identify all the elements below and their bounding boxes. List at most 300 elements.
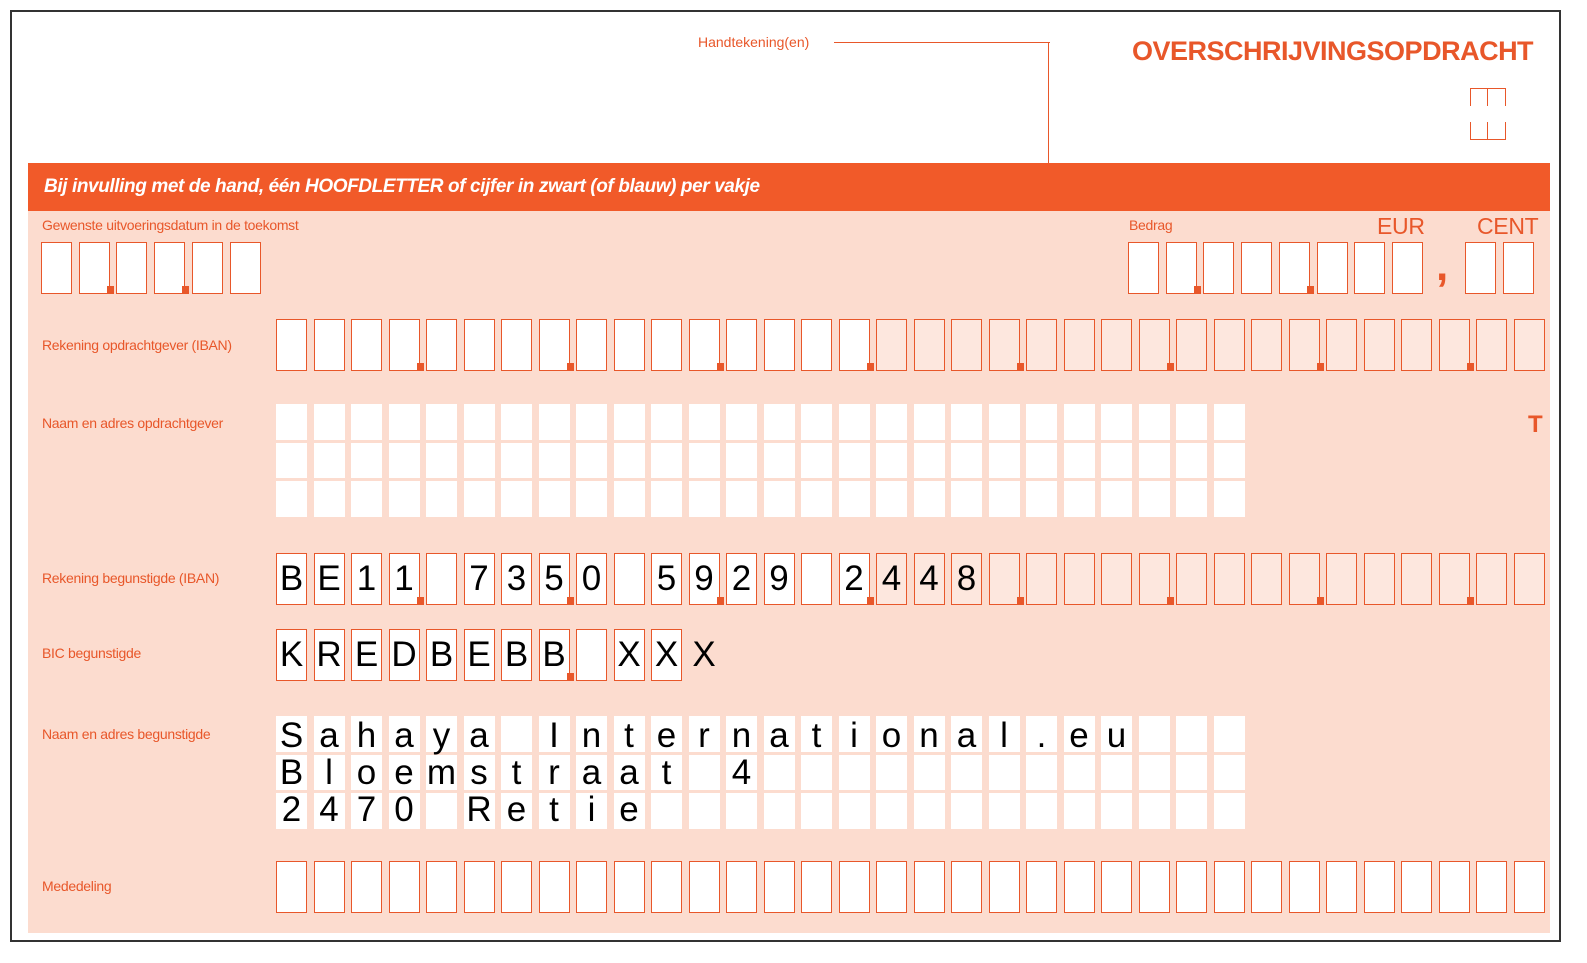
char-cell[interactable] [1176, 443, 1207, 479]
char-glyph: a [956, 716, 977, 755]
char-cell[interactable] [576, 443, 607, 479]
char-cell[interactable] [1176, 404, 1207, 440]
char-cell[interactable] [539, 481, 570, 517]
char-cell[interactable] [314, 481, 345, 517]
char-cell[interactable] [914, 755, 945, 791]
message-box[interactable] [689, 861, 720, 913]
iban-box[interactable] [1251, 319, 1282, 371]
char-cell[interactable] [1139, 755, 1170, 791]
char-glyph: 4 [319, 790, 339, 829]
iban-box[interactable] [1176, 319, 1207, 371]
char-cell[interactable] [1139, 481, 1170, 517]
char-glyph: r [548, 753, 560, 792]
iban-box[interactable] [314, 319, 345, 371]
group-tick [1467, 597, 1474, 605]
group-tick [1017, 597, 1024, 605]
payer-iban-label: Rekening opdrachtgever (IBAN) [42, 337, 232, 353]
iban-box[interactable] [1401, 319, 1432, 371]
char-glyph: 5 [656, 559, 677, 598]
char-cell[interactable] [651, 443, 682, 479]
iban-box[interactable] [914, 319, 945, 371]
iban-box[interactable] [1176, 553, 1207, 605]
char-cell[interactable] [764, 793, 795, 829]
amount-box[interactable] [1128, 242, 1159, 294]
group-tick [567, 673, 574, 681]
char-cell[interactable] [389, 481, 420, 517]
iban-box[interactable] [989, 319, 1020, 371]
instruction-banner [28, 163, 1550, 211]
group-tick [867, 363, 874, 371]
cent-box[interactable] [1465, 242, 1496, 294]
char-glyph: E [317, 559, 341, 598]
char-cell[interactable] [1139, 716, 1170, 752]
char-cell[interactable] [426, 481, 457, 517]
iban-box[interactable] [539, 319, 570, 371]
char-cell[interactable] [1101, 755, 1132, 791]
char-cell[interactable] [1176, 481, 1207, 517]
amount-box[interactable] [1392, 242, 1423, 294]
char-cell[interactable] [576, 481, 607, 517]
iban-box[interactable] [1439, 553, 1470, 605]
char-glyph: 4 [881, 559, 902, 598]
char-cell[interactable] [426, 443, 457, 479]
char-cell[interactable] [464, 443, 495, 479]
char-cell[interactable] [689, 793, 720, 829]
char-cell[interactable] [801, 793, 832, 829]
group-tick [867, 597, 874, 605]
char-cell[interactable] [1139, 793, 1170, 829]
char-cell[interactable] [951, 481, 982, 517]
char-cell[interactable] [351, 404, 382, 440]
iban-box[interactable] [764, 319, 795, 371]
char-glyph: B [542, 635, 566, 674]
form-title: OVERSCHRIJVINGSOPDRACHT [1132, 36, 1534, 66]
char-cell[interactable] [351, 443, 382, 479]
iban-box[interactable] [1289, 319, 1320, 371]
char-glyph: 0 [394, 790, 414, 829]
char-cell[interactable] [876, 755, 907, 791]
iban-box[interactable] [614, 553, 645, 605]
iban-box[interactable] [1064, 553, 1095, 605]
char-cell[interactable] [989, 481, 1020, 517]
date-box[interactable] [41, 242, 72, 294]
char-cell[interactable] [1026, 793, 1057, 829]
message-box[interactable] [839, 861, 870, 913]
char-glyph: . [1036, 716, 1047, 755]
char-glyph: t [811, 716, 822, 755]
group-tick [417, 363, 424, 371]
signature-label: Handtekening(en) [698, 34, 810, 50]
char-cell[interactable] [1176, 793, 1207, 829]
t-mark: T [1528, 411, 1543, 438]
char-cell[interactable] [1101, 404, 1132, 440]
char-glyph: a [581, 753, 602, 792]
char-cell[interactable] [464, 404, 495, 440]
char-glyph: K [279, 635, 304, 674]
char-cell[interactable] [651, 404, 682, 440]
char-cell[interactable] [764, 404, 795, 440]
iban-box[interactable] [1514, 553, 1545, 605]
char-cell[interactable] [801, 443, 832, 479]
char-glyph: 2 [731, 559, 752, 598]
char-glyph: t [661, 753, 672, 792]
char-cell[interactable] [914, 481, 945, 517]
char-cell[interactable] [501, 443, 532, 479]
char-cell[interactable] [426, 404, 457, 440]
message-box[interactable] [501, 861, 532, 913]
amount-box[interactable] [1166, 242, 1197, 294]
char-cell[interactable] [276, 404, 307, 440]
char-cell[interactable] [989, 404, 1020, 440]
char-cell[interactable] [1064, 404, 1095, 440]
char-cell[interactable] [389, 443, 420, 479]
char-glyph: R [316, 635, 342, 674]
char-cell[interactable] [426, 793, 457, 829]
char-glyph: 2 [844, 559, 864, 598]
char-cell[interactable] [726, 793, 757, 829]
char-glyph: n [919, 716, 939, 755]
char-glyph: o [356, 753, 377, 792]
iban-box[interactable] [651, 319, 682, 371]
amount-box[interactable] [1203, 242, 1234, 294]
iban-box[interactable] [1326, 319, 1357, 371]
iban-box[interactable] [1026, 553, 1057, 605]
char-cell[interactable] [539, 443, 570, 479]
message-box[interactable] [1176, 861, 1207, 913]
char-glyph: u [1106, 716, 1127, 755]
message-box[interactable] [389, 861, 420, 913]
message-box[interactable] [1139, 861, 1170, 913]
char-cell[interactable] [801, 404, 832, 440]
char-cell[interactable] [614, 481, 645, 517]
char-cell[interactable] [689, 481, 720, 517]
iban-box[interactable] [1026, 319, 1057, 371]
char-cell[interactable] [839, 481, 870, 517]
char-cell[interactable] [1026, 443, 1057, 479]
char-cell[interactable] [764, 755, 795, 791]
message-box[interactable] [989, 861, 1020, 913]
char-cell[interactable] [1214, 481, 1245, 517]
date-label: Gewenste uitvoeringsdatum in de toekomst [42, 217, 299, 233]
char-cell[interactable] [1176, 716, 1207, 752]
char-cell[interactable] [989, 793, 1020, 829]
iban-box[interactable] [989, 553, 1020, 605]
message-box[interactable] [1289, 861, 1320, 913]
char-glyph: X [617, 635, 641, 674]
iban-box[interactable] [351, 319, 382, 371]
date-box[interactable] [79, 242, 110, 294]
char-cell[interactable] [1214, 716, 1245, 752]
char-cell[interactable] [464, 481, 495, 517]
char-cell[interactable] [801, 481, 832, 517]
char-cell[interactable] [914, 443, 945, 479]
iban-box[interactable] [1101, 319, 1132, 371]
char-cell[interactable] [764, 481, 795, 517]
message-box[interactable] [351, 861, 382, 913]
group-tick [1467, 363, 1474, 371]
char-glyph: 1 [394, 559, 414, 598]
message-box[interactable] [1214, 861, 1245, 913]
char-cell[interactable] [951, 443, 982, 479]
char-glyph: 2 [281, 790, 302, 829]
form-body [28, 211, 1550, 933]
iban-box[interactable] [1251, 553, 1282, 605]
char-cell[interactable] [876, 481, 907, 517]
char-cell[interactable] [314, 443, 345, 479]
group-tick [717, 363, 724, 371]
char-cell[interactable] [1139, 443, 1170, 479]
message-box[interactable] [914, 861, 945, 913]
char-glyph: h [356, 716, 377, 755]
char-cell[interactable] [689, 404, 720, 440]
iban-box[interactable] [1514, 319, 1545, 371]
char-cell[interactable] [1214, 404, 1245, 440]
char-glyph: 1 [356, 559, 377, 598]
group-tick [1167, 363, 1174, 371]
char-cell[interactable] [951, 755, 982, 791]
amount-box[interactable] [1354, 242, 1385, 294]
char-glyph: e [1069, 716, 1089, 755]
iban-box[interactable] [1364, 553, 1395, 605]
char-cell[interactable] [1064, 793, 1095, 829]
char-cell[interactable] [839, 755, 870, 791]
char-cell[interactable] [876, 793, 907, 829]
char-glyph: s [470, 753, 488, 792]
transfer-form [10, 10, 1561, 942]
char-cell[interactable] [501, 716, 532, 752]
char-cell[interactable] [876, 443, 907, 479]
char-cell[interactable] [801, 755, 832, 791]
char-cell[interactable] [951, 404, 982, 440]
payer-name-label: Naam en adres opdrachtgever [42, 415, 224, 431]
iban-box[interactable] [464, 319, 495, 371]
char-glyph: 0 [581, 559, 602, 598]
char-glyph: 9 [769, 559, 789, 598]
date-box[interactable] [154, 242, 185, 294]
char-cell[interactable] [989, 755, 1020, 791]
char-glyph: B [504, 635, 529, 674]
char-cell[interactable] [576, 404, 607, 440]
iban-box[interactable] [876, 319, 907, 371]
char-cell[interactable] [1101, 481, 1132, 517]
group-tick [1317, 363, 1324, 371]
char-glyph: X [692, 635, 716, 674]
char-cell[interactable] [1101, 793, 1132, 829]
iban-box[interactable] [276, 319, 307, 371]
iban-box[interactable] [726, 319, 757, 371]
message-box[interactable] [576, 861, 607, 913]
group-tick [567, 363, 574, 371]
char-cell[interactable] [726, 481, 757, 517]
iban-box[interactable] [1139, 319, 1170, 371]
char-cell[interactable] [501, 404, 532, 440]
char-cell[interactable] [1026, 755, 1057, 791]
iban-box[interactable] [1289, 553, 1320, 605]
message-box[interactable] [1514, 861, 1545, 913]
message-box[interactable] [726, 861, 757, 913]
date-box[interactable] [192, 242, 223, 294]
char-glyph: 8 [956, 559, 977, 598]
group-tick [1194, 286, 1201, 294]
char-glyph: 3 [506, 559, 527, 598]
message-box[interactable] [801, 861, 832, 913]
iban-box[interactable] [801, 553, 832, 605]
char-glyph: 7 [356, 790, 377, 829]
char-glyph: E [354, 635, 379, 674]
char-cell[interactable] [839, 443, 870, 479]
char-cell[interactable] [1139, 404, 1170, 440]
message-label: Mededeling [42, 878, 112, 894]
char-glyph: B [279, 559, 304, 598]
char-cell[interactable] [276, 443, 307, 479]
char-cell[interactable] [1176, 755, 1207, 791]
char-cell[interactable] [614, 443, 645, 479]
iban-box[interactable] [1214, 319, 1245, 371]
iban-box[interactable] [501, 319, 532, 371]
char-glyph: E [467, 635, 491, 674]
char-glyph: I [549, 716, 559, 755]
bic-box[interactable] [576, 629, 607, 681]
char-cell[interactable] [914, 404, 945, 440]
message-box[interactable] [614, 861, 645, 913]
message-box[interactable] [1439, 861, 1470, 913]
iban-box[interactable] [1064, 319, 1095, 371]
message-box[interactable] [1401, 861, 1432, 913]
char-glyph: a [319, 716, 339, 755]
message-box[interactable] [764, 861, 795, 913]
char-glyph: S [279, 716, 304, 755]
message-box[interactable] [1251, 861, 1282, 913]
char-cell[interactable] [1064, 443, 1095, 479]
iban-box[interactable] [426, 553, 457, 605]
message-box[interactable] [1101, 861, 1132, 913]
char-cell[interactable] [276, 481, 307, 517]
iban-box[interactable] [614, 319, 645, 371]
char-glyph: 7 [469, 559, 489, 598]
iban-box[interactable] [426, 319, 457, 371]
char-cell[interactable] [1214, 793, 1245, 829]
char-cell[interactable] [651, 481, 682, 517]
char-cell[interactable] [689, 755, 720, 791]
char-cell[interactable] [651, 793, 682, 829]
message-box[interactable] [876, 861, 907, 913]
char-cell[interactable] [764, 443, 795, 479]
char-cell[interactable] [1064, 755, 1095, 791]
signature-line-vertical [1048, 42, 1049, 164]
char-glyph: a [394, 716, 414, 755]
iban-box[interactable] [1326, 553, 1357, 605]
char-cell[interactable] [1101, 443, 1132, 479]
message-box[interactable] [426, 861, 457, 913]
char-cell[interactable] [839, 404, 870, 440]
group-tick [1167, 597, 1174, 605]
iban-box[interactable] [389, 319, 420, 371]
char-cell[interactable] [1064, 481, 1095, 517]
char-glyph: a [469, 716, 489, 755]
message-box[interactable] [464, 861, 495, 913]
iban-box[interactable] [1476, 553, 1507, 605]
iban-box[interactable] [689, 319, 720, 371]
message-box[interactable] [1364, 861, 1395, 913]
iban-box[interactable] [1214, 553, 1245, 605]
date-box[interactable] [116, 242, 147, 294]
corner-mark-top [1470, 88, 1506, 106]
iban-box[interactable] [1476, 319, 1507, 371]
message-box[interactable] [276, 861, 307, 913]
iban-box[interactable] [801, 319, 832, 371]
char-cell[interactable] [314, 404, 345, 440]
corner-mark-bottom [1470, 122, 1506, 140]
message-box[interactable] [314, 861, 345, 913]
char-cell[interactable] [614, 404, 645, 440]
char-glyph: i [850, 716, 858, 755]
char-glyph: e [394, 753, 414, 792]
char-cell[interactable] [501, 481, 532, 517]
char-cell[interactable] [1026, 404, 1057, 440]
amount-box[interactable] [1241, 242, 1272, 294]
char-glyph: m [426, 753, 457, 792]
iban-box[interactable] [1401, 553, 1432, 605]
amount-separator: , [1436, 241, 1449, 290]
message-box[interactable] [1326, 861, 1357, 913]
char-glyph: X [654, 635, 679, 674]
char-cell[interactable] [951, 793, 982, 829]
char-glyph: D [391, 635, 417, 674]
amount-box[interactable] [1279, 242, 1310, 294]
group-tick [1317, 597, 1324, 605]
signature-line [834, 42, 1050, 43]
iban-box[interactable] [576, 319, 607, 371]
iban-box[interactable] [1139, 553, 1170, 605]
char-glyph: y [432, 716, 451, 755]
message-box[interactable] [1064, 861, 1095, 913]
char-cell[interactable] [1214, 443, 1245, 479]
message-box[interactable] [539, 861, 570, 913]
iban-box[interactable] [839, 319, 870, 371]
message-box[interactable] [651, 861, 682, 913]
char-cell[interactable] [839, 793, 870, 829]
amount-box[interactable] [1317, 242, 1348, 294]
char-cell[interactable] [1214, 755, 1245, 791]
char-cell[interactable] [914, 793, 945, 829]
char-cell[interactable] [351, 481, 382, 517]
char-cell[interactable] [989, 443, 1020, 479]
iban-box[interactable] [1439, 319, 1470, 371]
char-cell[interactable] [1026, 481, 1057, 517]
group-tick [417, 597, 424, 605]
char-glyph: l [1000, 716, 1008, 755]
char-cell[interactable] [689, 443, 720, 479]
char-cell[interactable] [726, 404, 757, 440]
message-box[interactable] [951, 861, 982, 913]
message-box[interactable] [1026, 861, 1057, 913]
char-cell[interactable] [539, 404, 570, 440]
char-cell[interactable] [876, 404, 907, 440]
char-glyph: 5 [544, 559, 564, 598]
iban-box[interactable] [951, 319, 982, 371]
char-cell[interactable] [726, 443, 757, 479]
iban-box[interactable] [1364, 319, 1395, 371]
iban-box[interactable] [1101, 553, 1132, 605]
date-box[interactable] [230, 242, 261, 294]
char-cell[interactable] [389, 404, 420, 440]
char-glyph: e [506, 790, 527, 829]
cent-label: CENT [1477, 213, 1539, 239]
cent-box[interactable] [1503, 242, 1534, 294]
char-glyph: 4 [919, 559, 939, 598]
message-box[interactable] [1476, 861, 1507, 913]
char-glyph: o [881, 716, 902, 755]
